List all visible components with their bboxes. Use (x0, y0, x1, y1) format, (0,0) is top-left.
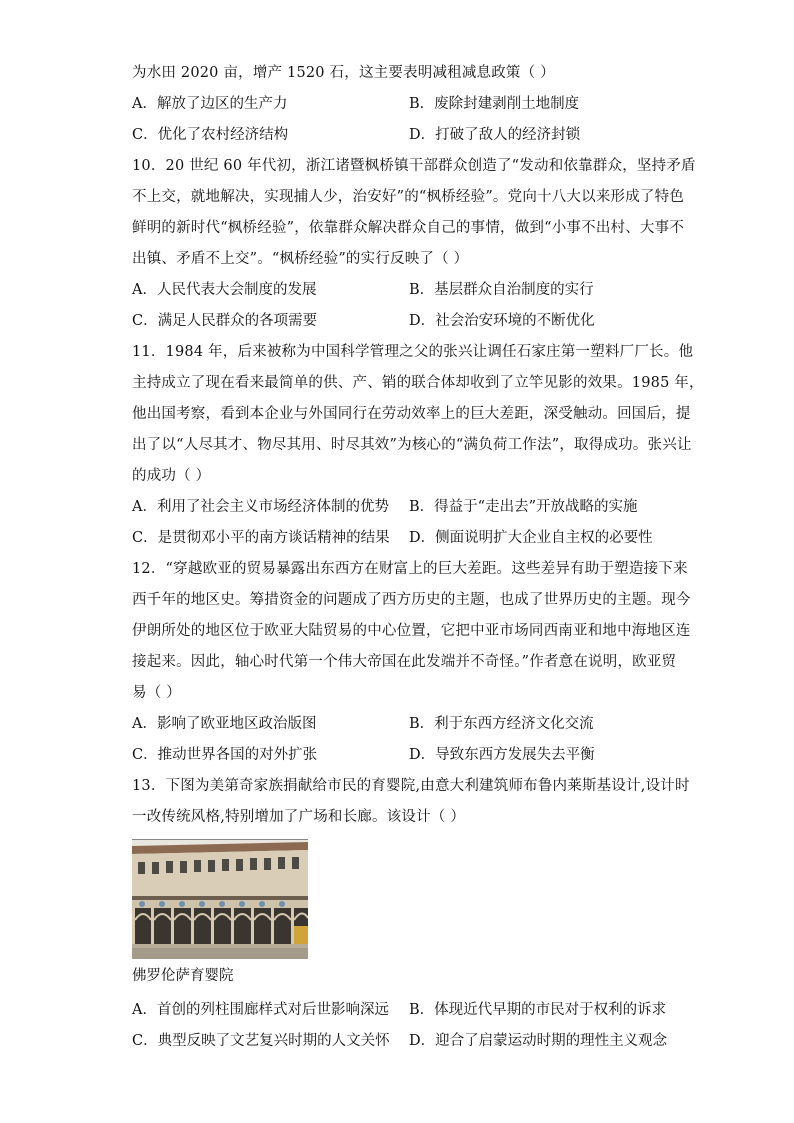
cornice (132, 896, 308, 900)
q11-option-b[interactable]: B．得益于“走出去”开放战略的实施 (409, 499, 638, 515)
building-illustration (132, 840, 308, 959)
q13-option-d[interactable]: D．迎合了启蒙运动时期的理性主义观念 (409, 1033, 668, 1049)
shopfront (294, 926, 308, 944)
q9-option-c[interactable]: C．优化了农村经济结构 (132, 127, 289, 143)
q12-line: 伊朗所处的地区位于欧亚大陆贸易的中心位置，它把中亚市场同西南亚和地中海地区连 (132, 623, 691, 639)
q11-line: 主持成立了现在看来最简单的供、产、销的联合体却收到了立竿见影的效果。1985 年， (132, 375, 704, 391)
exam-page (132, 58, 704, 1057)
q11-option-d[interactable]: D．侧面说明扩大企业自主权的必要性 (409, 530, 653, 546)
q9-option-b[interactable]: B．废除封建剥削土地制度 (409, 96, 580, 112)
florence-hospital-photo (132, 839, 308, 959)
q12-option-b[interactable]: B．利于东西方经济文化交流 (409, 716, 594, 732)
q10-option-a[interactable]: A．人民代表大会制度的发展 (132, 282, 317, 298)
q9-option-a[interactable]: A．解放了边区的生产力 (132, 96, 288, 112)
q9-options-row2 (132, 120, 672, 151)
q10-line: 10．20 世纪 60 年代初，浙江诸暨枫桥镇干部群众创造了“发动和依靠群众，坚持矛盾 (132, 158, 696, 174)
q11-line: 出了以“人尽其才、物尽其用、时尽其效”为核心的“满负荷工作法”，取得成功。张兴让 (132, 437, 692, 453)
q12-options-row1 (132, 709, 672, 740)
q9-options-row1 (132, 89, 672, 120)
q13-option-b[interactable]: B．体现近代早期的市民对于权利的诉求 (409, 1002, 667, 1018)
q13-option-a[interactable]: A．首创的列柱围廊样式对后世影响深远 (132, 1002, 389, 1018)
q10-line: 鲜明的新时代“枫桥经验”，依靠群众解决群众自己的事情，做到“小事不出村、大事不 (132, 220, 685, 236)
q10-options-row2 (132, 306, 672, 337)
q12-line: 12．“穿越欧亚的贸易暴露出东西方在财富上的巨大差距。这些差异有助于塑造接下来 (132, 561, 688, 577)
q12-line: 西千年的地区史。筹措资金的问题成了西方历史的主题，也成了世界历史的主题。现今 (132, 592, 691, 608)
q10-option-d[interactable]: D．社会治安环境的不断优化 (409, 313, 595, 329)
q12-option-c[interactable]: C．推动世界各国的对外扩张 (132, 747, 318, 763)
q12-option-a[interactable]: A．影响了欧亚地区政治版图 (132, 716, 317, 732)
q11-line: 的成功（ ） (132, 468, 211, 484)
q13-options-row1 (132, 995, 672, 1026)
q10-line: 不上交，就地解决，实现捕人少，治安好”的“枫桥经验”。党向十八大以来形成了特色 (132, 189, 685, 205)
q11-options-row1 (132, 492, 672, 523)
q10-option-b[interactable]: B．基层群众自治制度的实行 (409, 282, 594, 298)
q10-line: 出镇、矛盾不上交”。“枫桥经验”的实行反映了（ ） (132, 251, 469, 267)
q13-line: 一改传统风格,特别增加了广场和长廊。该设计（ ） (132, 809, 466, 825)
q10-options-row1 (132, 275, 672, 306)
q11-line: 11．1984 年，后来被称为中国科学管理之父的张兴让调任石家庄第一塑料厂厂长。他 (132, 344, 694, 360)
q12-option-d[interactable]: D．导致东西方发展失去平衡 (409, 747, 595, 763)
q11-line: 他出国考察，看到本企业与外国同行在劳动效率上的巨大差距，深受触动。回国后，提 (132, 406, 691, 422)
piazza (132, 948, 308, 959)
q13-line: 13．下图为美第奇家族捐献给市民的育婴院,由意大利建筑师布鲁内莱斯基设计,设计时 (132, 778, 690, 794)
q10-option-c[interactable]: C．满足人民群众的各项需要 (132, 313, 318, 329)
q12-line: 接起来。因此，轴心时代第一个伟大帝国在此发端并不奇怪。”作者意在说明，欧亚贸 (132, 654, 677, 670)
steps (132, 944, 308, 948)
q13-option-c[interactable]: C．典型反映了文艺复兴时期的人文关怀 (132, 1033, 390, 1049)
q13-options-row2 (132, 1026, 672, 1057)
q11-option-c[interactable]: C．是贯彻邓小平的南方谈话精神的结果 (132, 530, 390, 546)
q12-line: 易（ ） (132, 685, 181, 701)
q9-option-d[interactable]: D．打破了敌人的经济封锁 (409, 127, 581, 143)
q12-options-row2 (132, 740, 672, 771)
q11-option-a[interactable]: A．利用了社会主义市场经济体制的优势 (132, 499, 389, 515)
q9-tail: 为水田 2020 亩，增产 1520 石，这主要表明减租减息政策（ ） (132, 65, 555, 81)
q11-options-row2 (132, 523, 672, 554)
figure-caption: 佛罗伦萨育婴院 (132, 968, 234, 984)
